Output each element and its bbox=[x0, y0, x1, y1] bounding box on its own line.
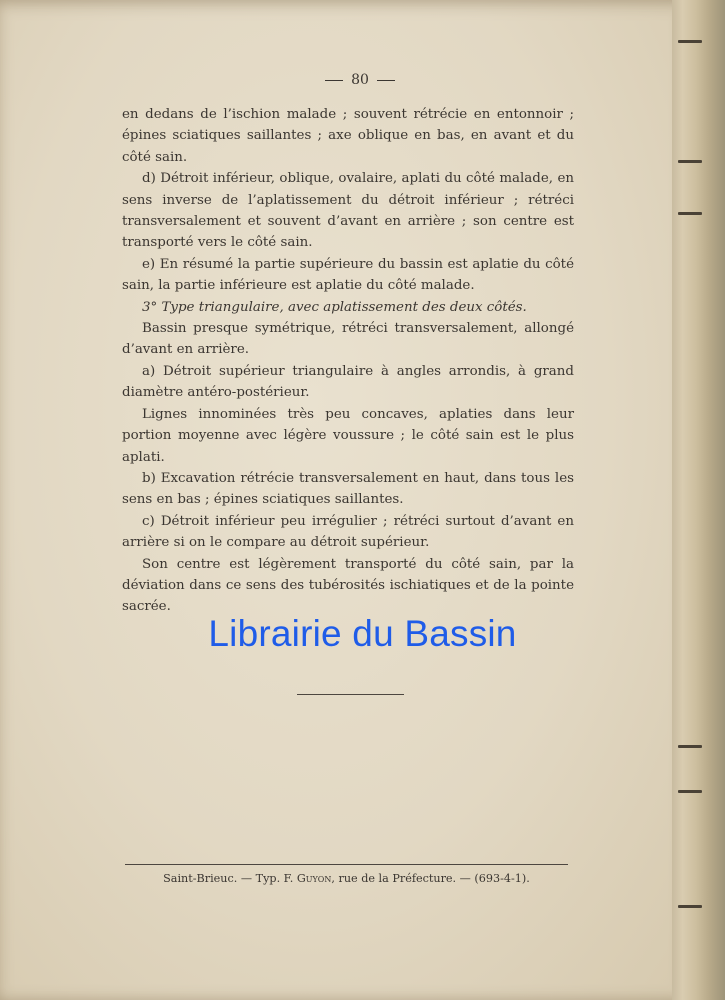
paragraph: c) Détroit inférieur peu irrégulier ; rétréci surtout d’avant en arrière si on le compare au détroit supérieur. bbox=[122, 513, 574, 551]
binding-stitch bbox=[678, 905, 702, 908]
binding-stitch bbox=[678, 40, 702, 43]
paragraph: d) Détroit inférieur, oblique, ovalaire, aplati du côté malade, en sens inverse de l’aplatissement du détroit inférieur ; rétréci transversalement et souvent d’avant en arrière ; son centre est transporté vers le côté sain. bbox=[122, 171, 574, 251]
printer-imprint: Saint-Brieuc. — Typ. F. Guyon, rue de la Préfecture. — (693-4-1). bbox=[163, 872, 530, 885]
watermark-text: Librairie du Bassin bbox=[208, 613, 517, 654]
printer-name: Guyon bbox=[296, 872, 332, 885]
paragraph: e) En résumé la partie supérieure du bassin est aplatie du côté sain, la partie inférieure est aplatie du côté malade. bbox=[122, 256, 574, 294]
footer-rule bbox=[125, 864, 568, 865]
body-text bbox=[122, 104, 574, 618]
binding-stitch bbox=[678, 790, 702, 793]
paragraph: Lignes innominées très peu concaves, aplaties dans leur portion moyenne avec légère voussure ; le côté sain est le plus aplati. bbox=[122, 406, 574, 465]
page-number: 80 bbox=[300, 72, 420, 88]
binding-stitch bbox=[678, 745, 702, 748]
binding-stitch bbox=[678, 212, 702, 215]
binding-stitch bbox=[678, 160, 702, 163]
paragraph: b) Excavation rétrécie transversalement en haut, dans tous les sens en bas ; épines sciatiques saillantes. bbox=[122, 470, 574, 508]
section-divider bbox=[297, 694, 404, 695]
section-heading: 3° Type triangulaire, avec aplatissement des deux côtés. bbox=[142, 299, 527, 315]
paragraph: Bassin presque symétrique, rétréci transversalement, allongé d’avant en arrière. bbox=[122, 321, 574, 358]
page-edge-binding bbox=[672, 0, 725, 1000]
paragraph: a) Détroit supérieur triangulaire à angles arrondis, à grand diamètre antéro-postérieur. bbox=[122, 363, 574, 401]
paragraph: en dedans de l’ischion malade ; souvent rétrécie en entonnoir ; épines sciatiques saillantes ; axe oblique en bas, en avant et du côté sain. bbox=[122, 107, 574, 165]
paragraph: Son centre est légèrement transporté du côté sain, par la déviation dans ce sens des tubérosités ischiatiques et de la pointe sacrée. bbox=[122, 556, 574, 615]
